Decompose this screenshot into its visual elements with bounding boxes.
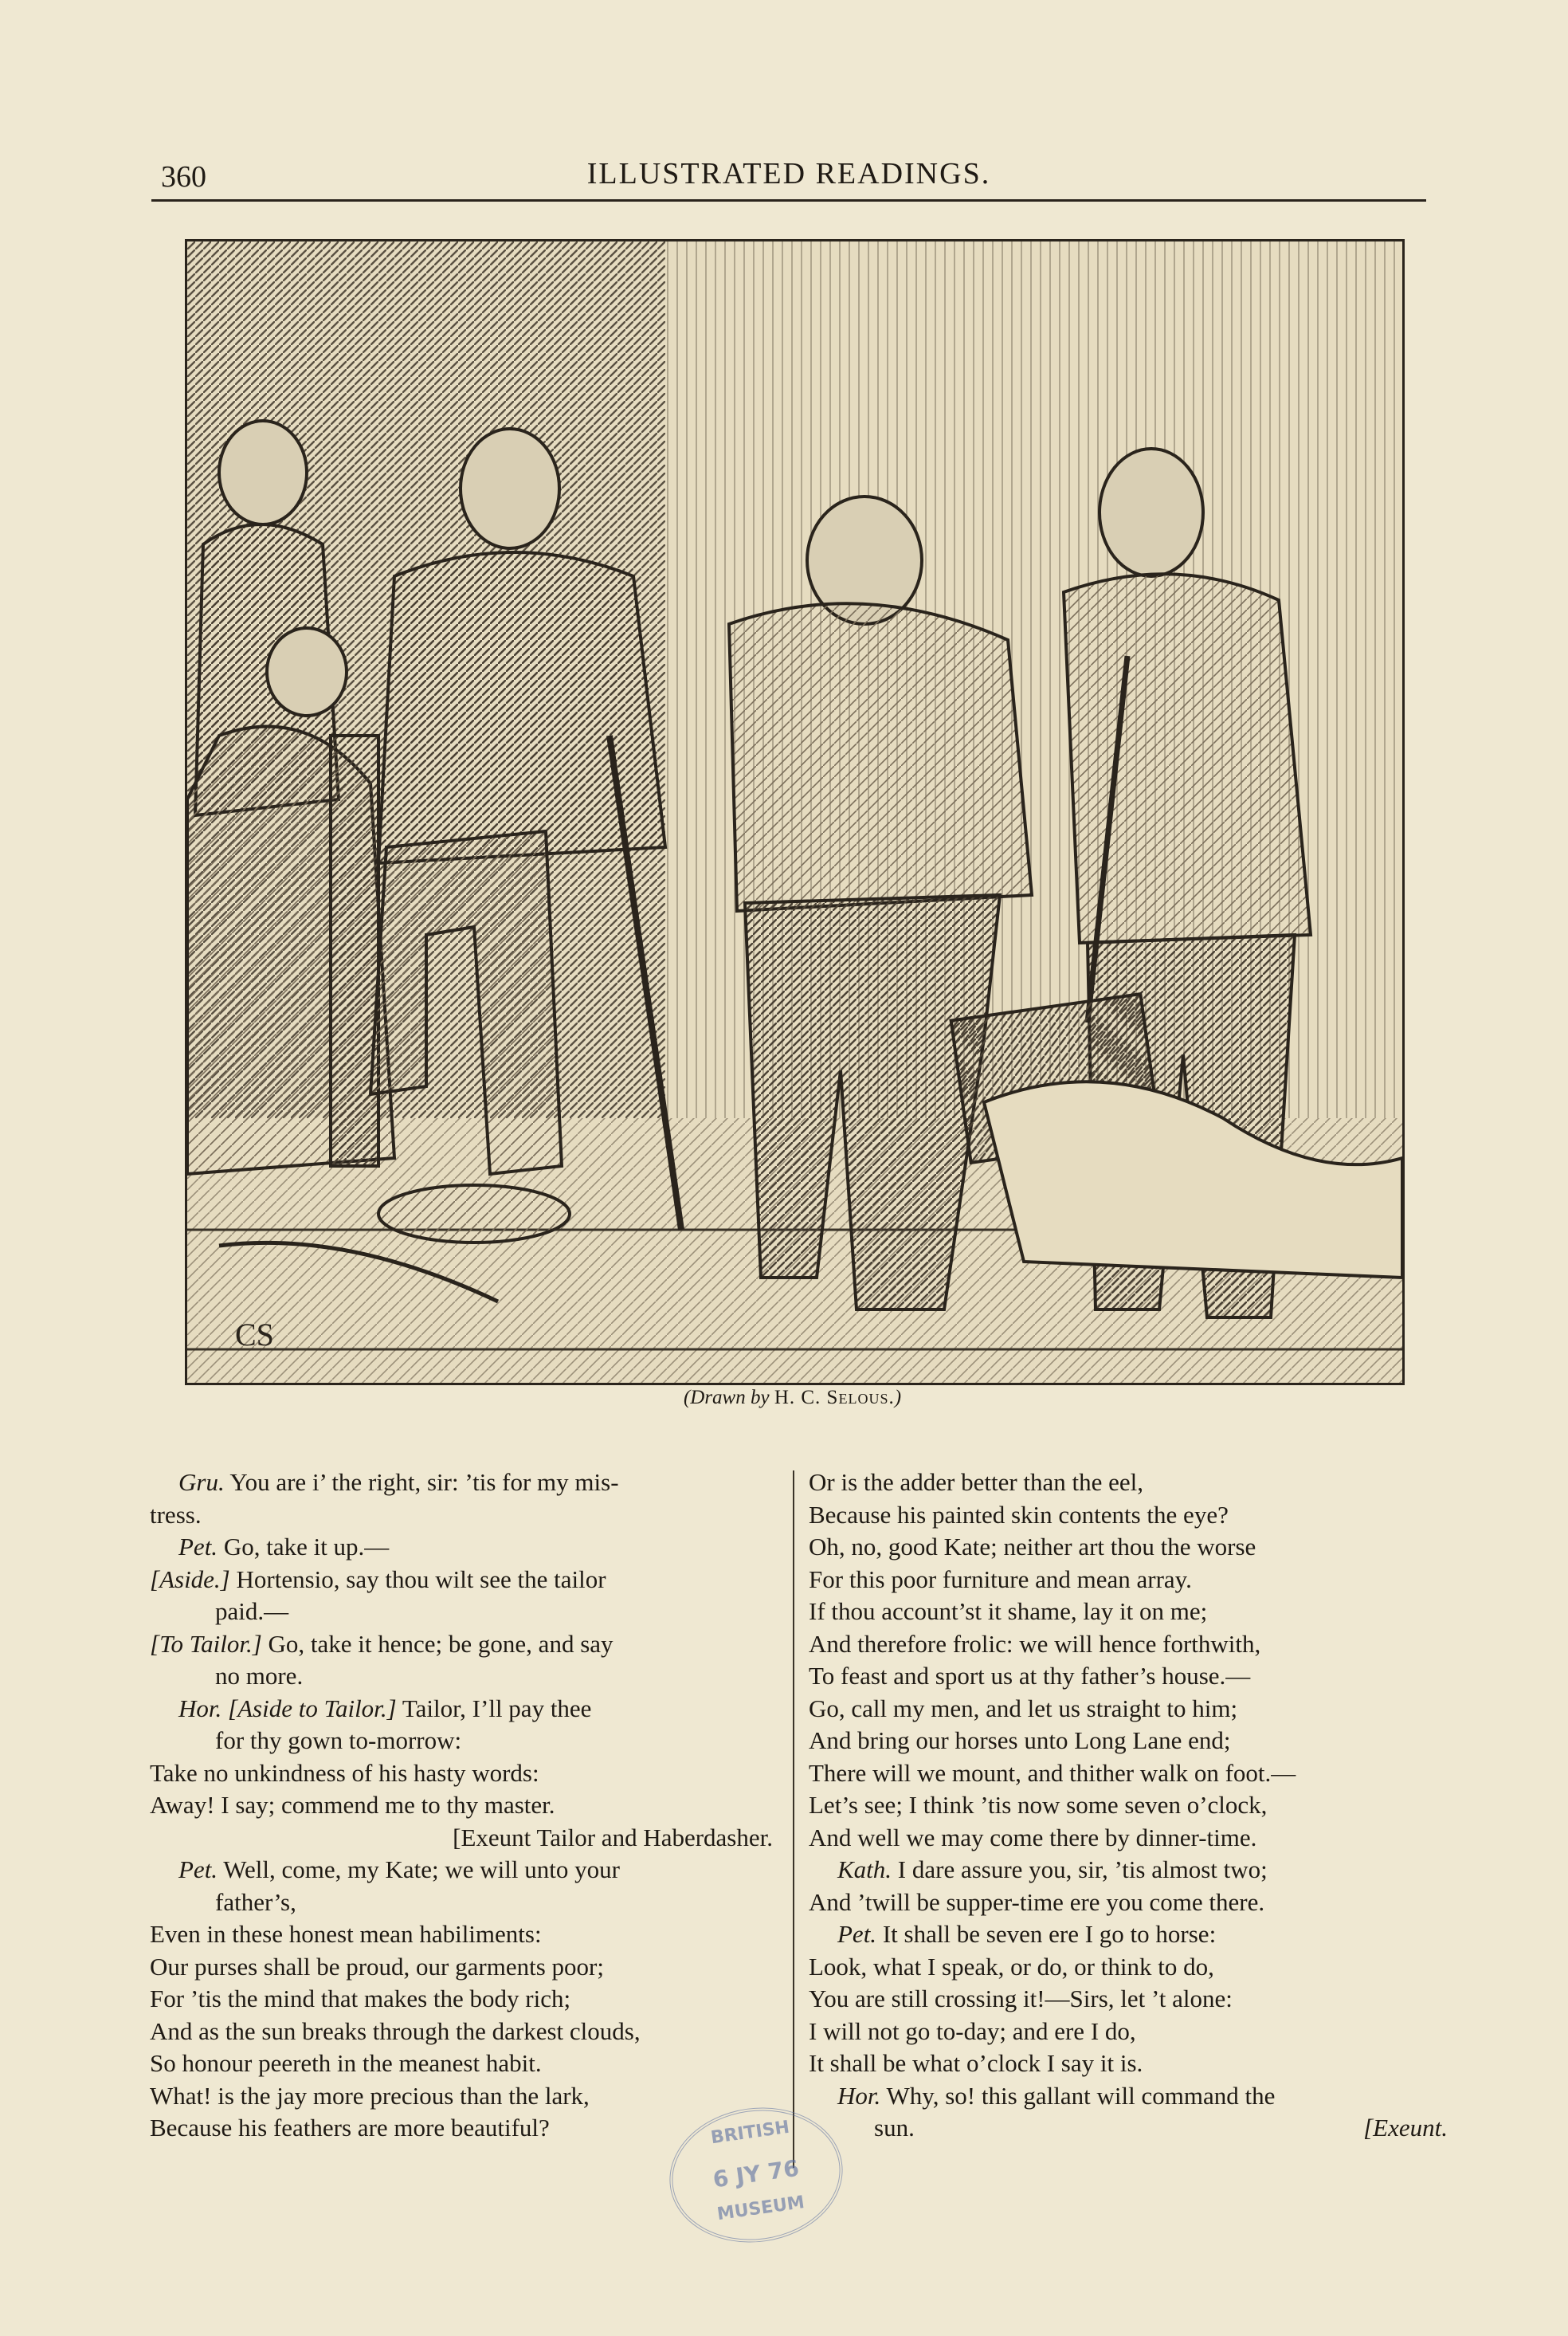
verse-line: Because his feathers are more beautiful? — [150, 2114, 550, 2142]
stage-direction: [Exeunt. — [1363, 2114, 1448, 2142]
verse-line: Our purses shall be proud, our garments poor; — [150, 1952, 604, 1981]
verse-line: It shall be what o’clock I say it is. — [809, 2049, 1143, 2077]
text-column-right — [809, 1466, 1454, 2145]
verse-line: There will we mount, and thither walk on foot.— — [809, 1758, 1296, 1787]
engraving-scene — [187, 241, 1402, 1383]
speaker-name: Pet. — [178, 1533, 218, 1561]
verse-line: What! is the jay more precious than the lark, — [150, 2081, 590, 2110]
verse-line: And ’twill be supper-time ere you come there. — [809, 1887, 1265, 1916]
stage-direction: [To Tailor.] — [150, 1629, 262, 1658]
verse-line: Pet. Go, take it up.— — [178, 1533, 390, 1561]
library-stamp: BRITISH 6 JY 76 MUSEUM — [661, 2097, 851, 2254]
verse-line: And therefore frolic: we will hence forthwith, — [809, 1629, 1261, 1658]
verse-line: no more. — [215, 1662, 304, 1690]
text-column-left — [150, 1466, 779, 2145]
verse-line: for thy gown to-morrow: — [215, 1726, 462, 1754]
speaker-name: Hor. — [837, 2081, 881, 2110]
caption-artist: H. C. Selous. — [774, 1387, 895, 1408]
verse-line: Let’s see; I think ’tis now some seven o’clock, — [809, 1791, 1268, 1819]
verse-line: Kath. I dare assure you, sir, ’tis almost two; — [837, 1855, 1268, 1883]
verse-line: Go, call my men, and let us straight to him; — [809, 1694, 1238, 1722]
verse-line: I will not go to-day; and ere I do, — [809, 2016, 1136, 2045]
verse-line: And well we may come there by dinner-time. — [809, 1823, 1257, 1851]
verse-line: [To Tailor.] Go, take it hence; be gone, and say — [150, 1629, 613, 1658]
verse-line: [Aside.] Hortensio, say thou wilt see the tailor — [150, 1565, 606, 1593]
hat-on-floor — [378, 1185, 570, 1243]
verse-line: To feast and sport us at thy father’s house.— — [809, 1662, 1251, 1690]
verse-line: Hor. [Aside to Tailor.] Tailor, I’ll pay thee — [178, 1694, 592, 1722]
verse-line: Pet. Well, come, my Kate; we will unto your — [178, 1855, 620, 1883]
verse-line: For this poor furniture and mean array. — [809, 1565, 1192, 1593]
verse-line: paid.— — [215, 1597, 289, 1625]
verse-line: Gru. You are i’ the right, sir: ’tis for my mis- — [178, 1468, 619, 1496]
speaker-name: Kath. — [837, 1855, 892, 1883]
speaker-name: Pet. — [837, 1920, 877, 1948]
verse-line: So honour peereth in the meanest habit. — [150, 2049, 542, 2077]
speaker-name: Gru. — [178, 1468, 225, 1496]
caption-drawn-by: Drawn by — [690, 1387, 770, 1408]
running-title: ILLUSTRATED READINGS. — [586, 157, 991, 190]
verse-line: And bring our horses unto Long Lane end; — [809, 1726, 1231, 1754]
stage-direction: [Exeunt Tailor and Haberdasher. — [453, 1823, 773, 1851]
verse-line: Away! I say; commend me to thy master. — [150, 1791, 555, 1819]
verse-line: Take no unkindness of his hasty words: — [150, 1758, 539, 1787]
page-number: 360 — [161, 160, 206, 194]
stage-direction: [Aside to Tailor.] — [228, 1694, 397, 1722]
column-divider — [793, 1470, 794, 2168]
verse-line: Because his painted skin contents the eye? — [809, 1500, 1229, 1529]
speaker-name: Hor. — [178, 1694, 222, 1722]
page-header — [151, 151, 1426, 202]
verse-line: Hor. Why, so! this gallant will command the — [837, 2081, 1276, 2110]
verse-line: Even in these honest mean habiliments: — [150, 1920, 542, 1948]
verse-line: sun. [Exeunt. — [809, 2112, 1454, 2145]
speaker-name: Pet. — [178, 1855, 218, 1883]
verse-line: father’s, — [215, 1887, 296, 1916]
verse-line: If thou account’st it shame, lay it on me; — [809, 1597, 1208, 1625]
stage-direction: [Aside.] — [150, 1565, 230, 1593]
illustration-caption: (Drawn by H. C. Selous.) — [683, 1387, 902, 1408]
engraving-illustration — [185, 239, 1405, 1385]
verse-line: You are still crossing it!—Sirs, let ’t alone: — [809, 1985, 1233, 2012]
verse-line: And as the sun breaks through the darkest clouds, — [150, 2016, 641, 2045]
verse-line: Look, what I speak, or do, or think to do, — [809, 1952, 1214, 1981]
verse-line: Or is the adder better than the eel, — [809, 1468, 1144, 1496]
verse-line: tress. — [150, 1500, 202, 1529]
artist-monogram: CS — [235, 1317, 274, 1353]
verse-line: Oh, no, good Kate; neither art thou the worse — [809, 1533, 1256, 1561]
verse-line: For ’tis the mind that makes the body rich; — [150, 1985, 571, 2012]
verse-line: Pet. It shall be seven ere I go to horse: — [837, 1920, 1217, 1948]
